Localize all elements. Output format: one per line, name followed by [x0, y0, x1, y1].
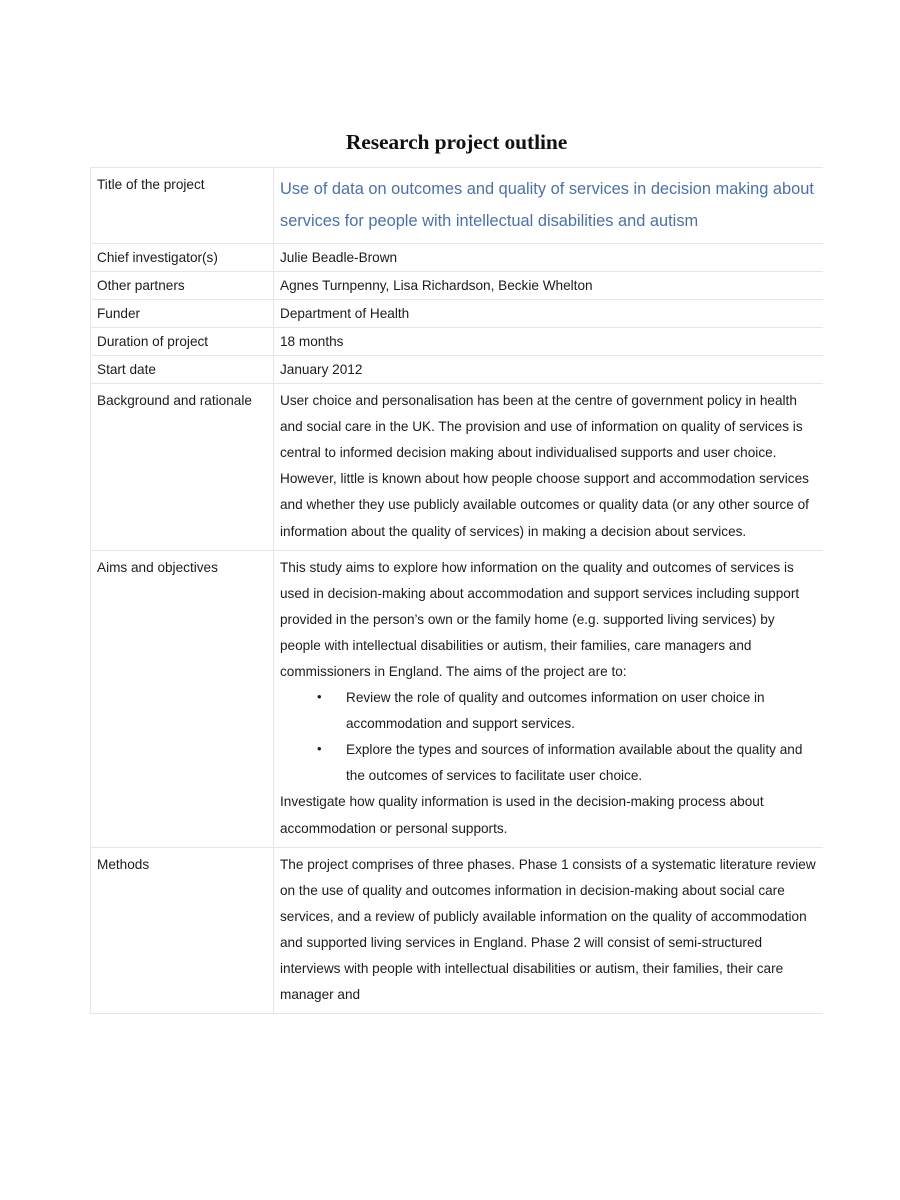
row-label-other-partners: Other partners [91, 271, 274, 299]
table-row-start-date [91, 356, 824, 384]
page-title: Research project outline [345, 130, 568, 154]
row-value-duration: 18 months [274, 327, 824, 355]
table-row-chief-investigator [91, 243, 824, 271]
list-item-label: Review the role of quality and outcomes information on user choice in accommodation and support services. [346, 690, 765, 732]
table-row-title [91, 167, 824, 243]
row-label-duration: Duration of project [91, 327, 274, 355]
row-value-other-partners: Agnes Turnpenny, Lisa Richardson, Beckie Whelton [274, 271, 824, 299]
methods-paragraph: The project comprises of three phases. Phase 1 consists of a systematic literature review on the use of quality and outcomes information in decision-making about social care services, and a review of publicly available information on the quality of accommodation and supported living services in England. Phase 2 will consist of semi-structured interviews with people with intellectual disabilities or autism, their families, their care manager and [280, 856, 816, 1003]
bullet-icon: • [317, 689, 322, 705]
table-row-funder [91, 299, 824, 327]
table-row-duration [91, 327, 824, 355]
row-value-background [274, 384, 824, 551]
list-item [280, 685, 817, 737]
aims-bullet-list [280, 685, 817, 789]
table-row-methods [91, 847, 824, 1014]
row-value-start-date: January 2012 [274, 356, 824, 384]
row-label-chief-investigator: Chief investigator(s) [91, 243, 274, 271]
row-label-funder: Funder [91, 299, 274, 327]
row-value-chief-investigator: Julie Beadle-Brown [274, 243, 824, 271]
table-row-other-partners [91, 271, 824, 299]
row-value-funder: Department of Health [274, 299, 824, 327]
aims-outro-paragraph: Investigate how quality information is used in the decision-making process about accommodation or personal supports. [280, 794, 764, 836]
research-project-outline-table [90, 167, 823, 1014]
row-label-background: Background and rationale [91, 384, 274, 551]
row-label-title: Title of the project [91, 167, 274, 243]
list-item [280, 737, 817, 789]
table-row-aims [91, 550, 824, 847]
row-label-methods: Methods [91, 847, 274, 1014]
aims-intro-paragraph: This study aims to explore how information on the quality and outcomes of services is used in decision-making about accommodation and support services including support provided in the person’s own or the family home (e.g. supported living services) by people with intellectual disabilities or autism, their families, care managers and commissioners in England. The aims of the project are to: [280, 559, 800, 680]
table-row-background [91, 384, 824, 551]
row-value-aims [274, 550, 824, 847]
project-title-text: Use of data on outcomes and quality of services in decision making about services for people with intellectual disabilities and autism [280, 179, 814, 231]
bullet-icon: • [317, 741, 322, 757]
row-label-start-date: Start date [91, 356, 274, 384]
row-label-aims: Aims and objectives [91, 550, 274, 847]
background-paragraph: User choice and personalisation has been at the centre of government policy in health and social care in the UK. The provision and use of information on quality of services is central to informed decision making about individualised supports and user choice. However, little is known about how people choose support and accommodation services and whether they use publicly available outcomes or quality data (or any other source of information about the quality of services) in making a decision about services. [280, 393, 809, 539]
list-item-label: Explore the types and sources of information available about the quality and the outcomes of services to facilitate user choice. [346, 742, 803, 784]
row-value-methods [274, 847, 824, 1014]
document-body [90, 130, 823, 1087]
row-value-title [274, 167, 824, 243]
